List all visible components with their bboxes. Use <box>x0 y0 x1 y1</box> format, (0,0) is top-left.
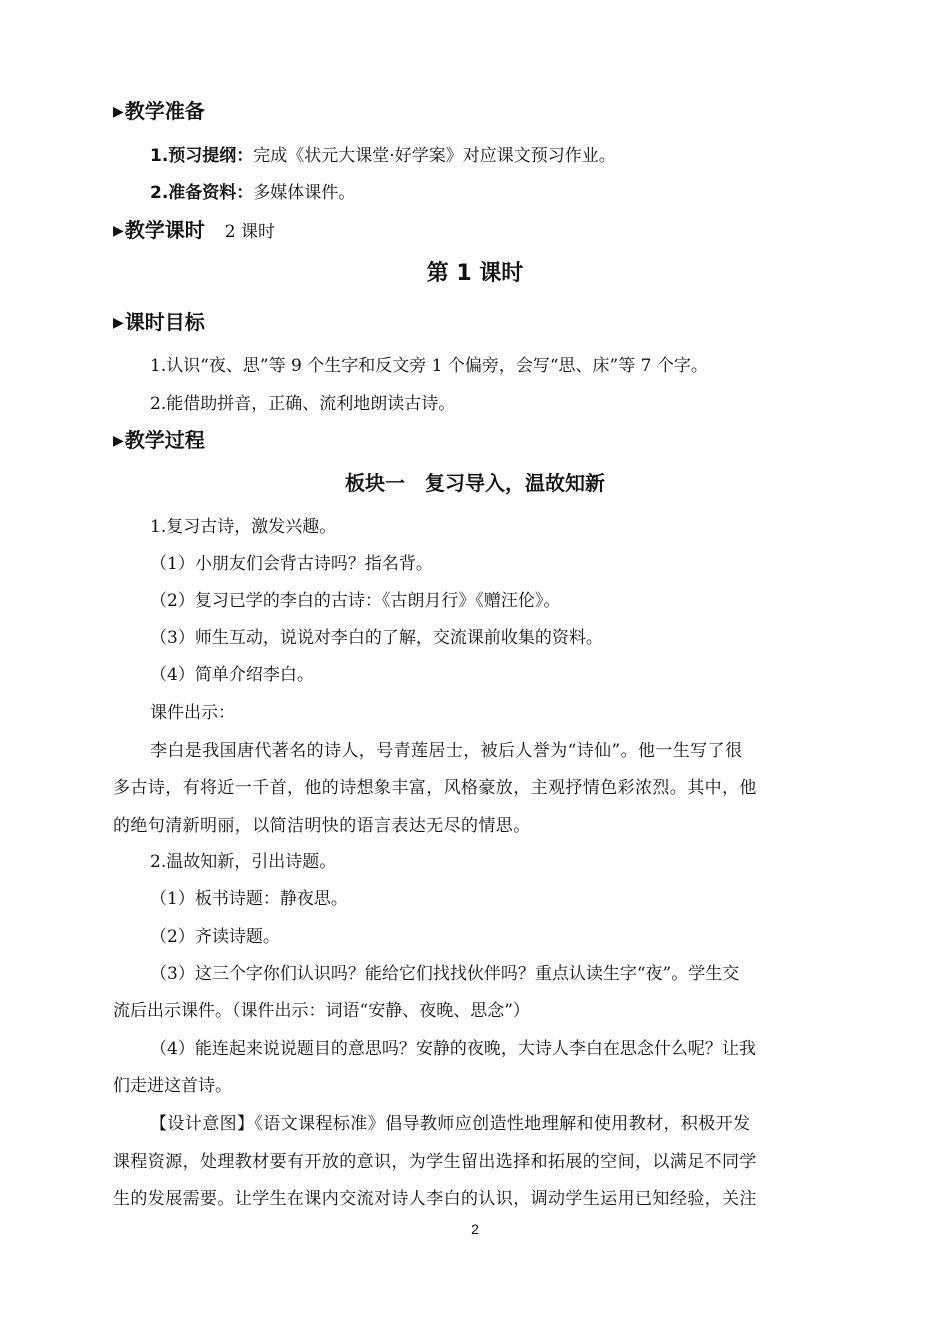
section-heading-hours: ▶教学课时 2 课时 <box>113 218 276 242</box>
quote-line: 的绝句清新明丽，以简洁明快的语言表达无尽的情思。 <box>113 816 531 836</box>
quote-line: 多古诗，有将近一千首，他的诗想象丰富，风格豪放，主观抒情色彩浓烈。其中，他 <box>113 778 757 798</box>
process-line: （2）复习已学的李白的古诗：《古朗月行》《赠汪伦》。 <box>150 591 561 611</box>
section-heading-goals: ▶课时目标 <box>113 310 205 334</box>
process-line: （1）小朋友们会背古诗吗？指名背。 <box>150 554 433 574</box>
prep-item-1: 1.预习提纲：完成《状元大课堂·好学案》对应课文预习作业。 <box>150 146 616 166</box>
hours-value: 2 课时 <box>224 222 276 242</box>
process-line: （3）这三个字你们认识吗？能给它们找找伙伴吗？重点认读生字“夜”。学生交 <box>150 964 740 984</box>
triangle-bullet-icon: ▶ <box>113 104 124 120</box>
quote-line: 李白是我国唐代著名的诗人，号青莲居士，被后人誉为“诗仙”。他一生写了很 <box>150 741 743 761</box>
process-line: （4）简单介绍李白。 <box>150 665 314 685</box>
design-intent-line: 【设计意图】《语文课程标准》倡导教师应创造性地理解和使用教材，积极开发 <box>150 1114 751 1134</box>
section-heading-process: ▶教学过程 <box>113 428 205 452</box>
process-line: （1）板书诗题：静夜思。 <box>150 889 348 909</box>
design-intent-line: 生的发展需要。让学生在课内交流对诗人李白的认识，调动学生运用已知经验，关注 <box>113 1189 757 1209</box>
block-title: 板块一 复习导入，温故知新 <box>345 471 605 495</box>
process-line: （4）能连起来说说题目的意思吗？安静的夜晚，大诗人李白在思念什么呢？让我 <box>150 1039 756 1059</box>
triangle-bullet-icon: ▶ <box>113 315 124 331</box>
process-line: 2.温故知新，引出诗题。 <box>150 852 337 872</box>
prep-item-2: 2.准备资料：多媒体课件。 <box>150 183 356 203</box>
process-line: 们走进这首诗。 <box>113 1076 232 1096</box>
design-intent-line: 课程资源，处理教材要有开放的意识，为学生留出选择和拓展的空间，以满足不同学 <box>113 1152 757 1172</box>
process-line: （3）师生互动，说说对李白的了解，交流课前收集的资料。 <box>150 628 603 648</box>
goal-item: 2.能借助拼音，正确、流利地朗读古诗。 <box>150 394 456 414</box>
page-number: 2 <box>471 1221 479 1237</box>
process-line: 流后出示课件。（课件出示：词语“安静、夜晚、思念”） <box>113 1001 530 1021</box>
goal-item: 1.认识“夜、思”等 9 个生字和反文旁 1 个偏旁，会写“思、床”等 7 个字。 <box>150 356 708 376</box>
process-line: 1.复习古诗，激发兴趣。 <box>150 517 337 537</box>
lesson-title: 第 1 课时 <box>426 261 524 286</box>
triangle-bullet-icon: ▶ <box>113 433 124 449</box>
process-line: 课件出示： <box>150 703 235 723</box>
triangle-bullet-icon: ▶ <box>113 223 124 239</box>
section-heading-prep: ▶教学准备 <box>113 99 205 123</box>
process-line: （2）齐读诗题。 <box>150 927 280 947</box>
